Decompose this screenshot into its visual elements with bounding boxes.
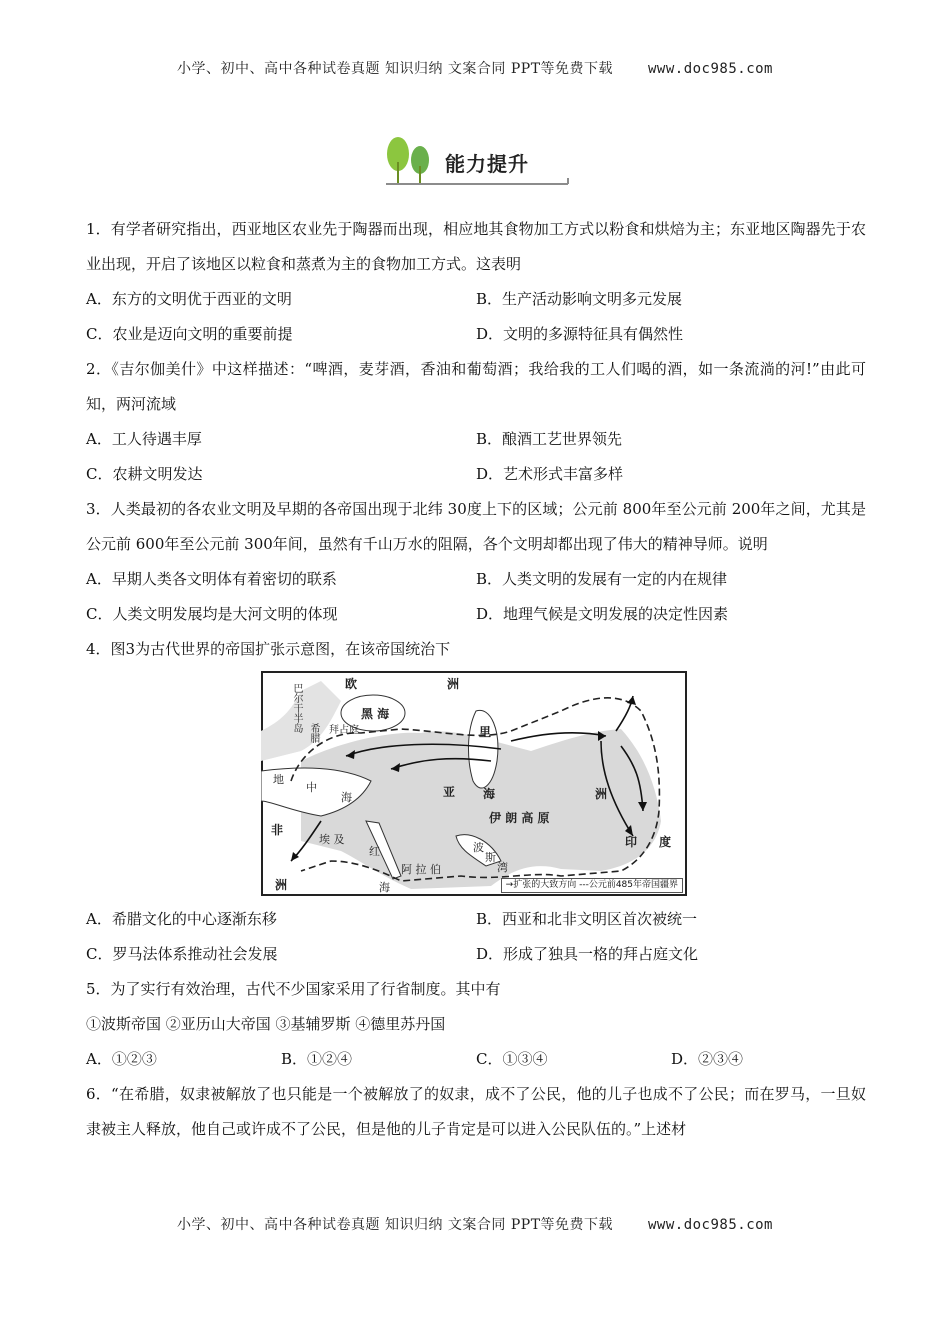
label-red-sea-2: 海 [379, 881, 390, 894]
footer-text: 小学、初中、高中各种试卷真题 知识归纳 文案合同 PPT等免费下载 [177, 1217, 614, 1233]
option-d[interactable]: D．艺术形式丰富多样 [476, 465, 624, 483]
page-footer [0, 1214, 950, 1234]
question-3 [86, 492, 866, 632]
question-list [86, 212, 866, 1147]
label-gulf-1: 波 [473, 841, 484, 854]
label-europe-2: 洲 [447, 677, 460, 691]
label-caspian-2: 海 [483, 787, 496, 801]
option-d[interactable]: D．地理气候是文明发展的决定性因素 [476, 605, 729, 623]
question-2 [86, 352, 866, 492]
option-d[interactable]: D．文明的多源特征具有偶然性 [476, 325, 684, 343]
question-stem: 4．图3为古代世界的帝国扩张示意图，在该帝国统治下 [86, 640, 451, 658]
option-d[interactable]: D．形成了独具一格的拜占庭文化 [476, 945, 699, 963]
footer-url[interactable]: www.doc985.com [647, 1217, 773, 1233]
page-header [0, 58, 950, 78]
header-url[interactable]: www.doc985.com [647, 61, 773, 77]
option-b[interactable]: B．酿酒工艺世界领先 [476, 430, 623, 448]
banner-title: 能力提升 [445, 152, 529, 176]
option-d[interactable]: D．②③④ [671, 1050, 744, 1068]
label-africa-2: 洲 [275, 878, 288, 892]
label-africa: 非 [271, 823, 284, 837]
map-drawing [261, 671, 687, 896]
option-c[interactable]: C．罗马法体系推动社会发展 [86, 945, 278, 963]
label-greece: 希腊 [308, 723, 319, 743]
label-egypt: 埃 及 [319, 833, 345, 846]
question-stem: 5．为了实行有效治理，古代不少国家采用了行省制度。其中有 [86, 980, 501, 998]
option-b[interactable]: B．生产活动影响文明多元发展 [476, 290, 683, 308]
label-iran: 伊 朗 高 原 [489, 811, 550, 825]
label-india-2: 度 [659, 835, 672, 849]
label-balkan: 巴尔干半岛 [291, 683, 302, 733]
question-stem: 1．有学者研究指出，西亚地区农业先于陶器而出现，相应地其食物加工方式以粉食和烘焙为主；东亚地区陶器先于农业出现，开启了该地区以粒食和蒸煮为主的食物加工方式。这表明 [86, 220, 866, 273]
question-4 [86, 632, 866, 972]
option-a[interactable]: A．工人待遇丰厚 [86, 430, 202, 448]
label-med-2: 中 [306, 781, 317, 794]
label-byzantium: 拜占庭 [329, 725, 359, 736]
option-b[interactable]: B．人类文明的发展有一定的内在规律 [476, 570, 728, 588]
label-black-sea: 黑 海 [361, 707, 390, 721]
label-caspian: 里 [479, 725, 492, 739]
question-sub-items: ①波斯帝国 ②亚历山大帝国 ③基辅罗斯 ④德里苏丹国 [86, 1015, 446, 1033]
label-red-sea: 红 [369, 845, 380, 858]
option-b[interactable]: B．①②④ [281, 1050, 353, 1068]
option-a[interactable]: A．希腊文化的中心逐渐东移 [86, 910, 277, 928]
empire-expansion-map [261, 671, 687, 896]
label-gulf-2: 斯 [485, 851, 496, 864]
question-6 [86, 1077, 866, 1147]
option-c[interactable]: C．农业是迈向文明的重要前提 [86, 325, 293, 343]
question-stem: 3．人类最初的各农业文明及早期的各帝国出现于北纬 30度上下的区域；公元前 800年至公元前 200年之间，尤其是公元前 600年至公元前 300年间，虽然有千山万水的阻隔，各个文明却都出现了伟大的精神导师。说明 [86, 500, 866, 553]
question-stem: 6．“在希腊，奴隶被解放了也只能是一个被解放了的奴隶，成不了公民，他的儿子也成不了公民；而在罗马，一旦奴隶被主人释放，他自己或许成不了公民，但是他的儿子肯定是可以进入公民队伍的。”上述材 [86, 1085, 866, 1138]
label-gulf-3: 湾 [497, 861, 508, 874]
header-text: 小学、初中、高中各种试卷真题 知识归纳 文案合同 PPT等免费下载 [177, 61, 614, 77]
section-banner [380, 132, 570, 188]
map-legend: →扩张的大致方向 ---公元前485年帝国疆界 [501, 878, 683, 893]
label-europe: 欧 [345, 677, 358, 691]
option-c[interactable]: C．农耕文明发达 [86, 465, 203, 483]
question-1 [86, 212, 866, 352]
option-b[interactable]: B．西亚和北非文明区首次被统一 [476, 910, 698, 928]
option-c[interactable]: C．①③④ [476, 1050, 548, 1068]
option-a[interactable]: A．①②③ [86, 1050, 157, 1068]
question-stem: 2．《吉尔伽美什》中这样描述：“啤酒，麦芽酒，香油和葡萄酒；我给我的工人们喝的酒，如一条流淌的河!”由此可知，两河流域 [86, 360, 866, 413]
label-arabia: 阿 拉 伯 [401, 863, 441, 876]
label-india: 印 [625, 835, 638, 849]
option-a[interactable]: A．东方的文明优于西亚的文明 [86, 290, 292, 308]
label-med-1: 地 [273, 773, 284, 786]
label-asia-2: 洲 [595, 787, 608, 801]
label-med-3: 海 [341, 791, 352, 804]
question-5 [86, 972, 866, 1077]
option-c[interactable]: C．人类文明发展均是大河文明的体现 [86, 605, 338, 623]
option-a[interactable]: A．早期人类各文明体有着密切的联系 [86, 570, 337, 588]
label-asia: 亚 [443, 785, 456, 799]
